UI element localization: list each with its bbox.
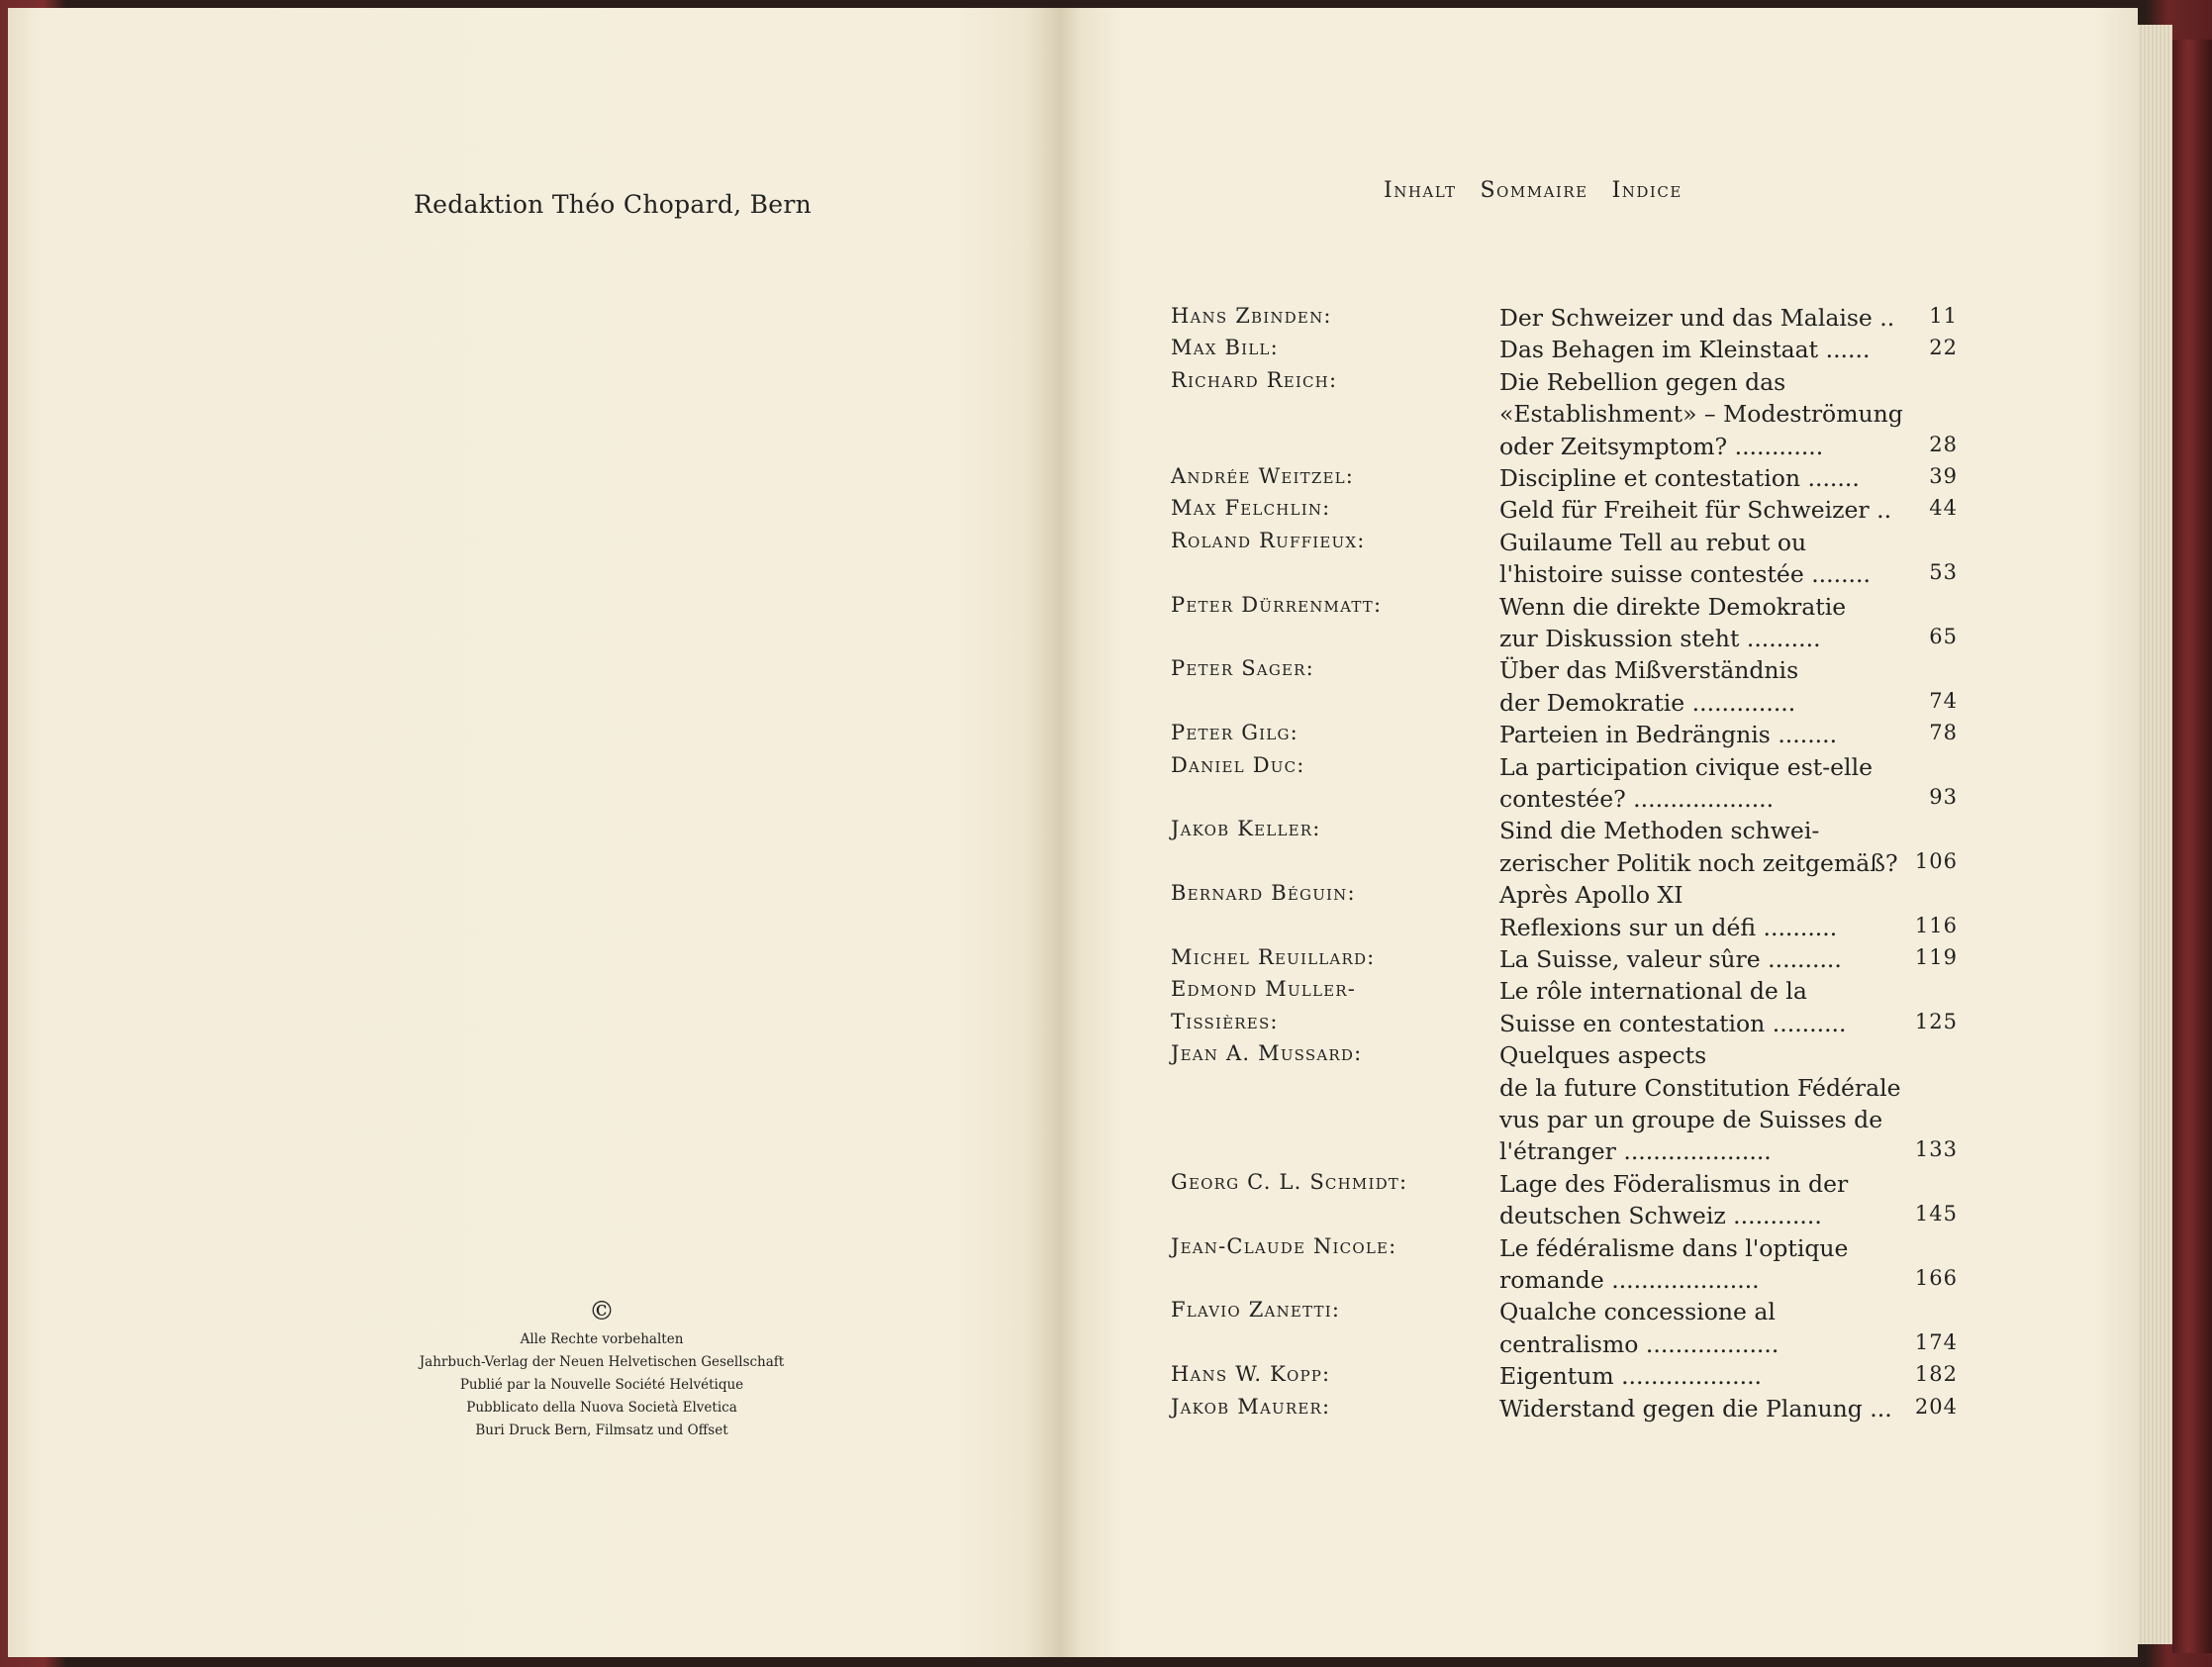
toc-page-number: 119 [1914,945,1958,969]
toc-title: Après Apollo XI [1499,881,1683,910]
toc-author: Max Felchlin: [1171,496,1331,521]
toc-author: Andrée Weitzel: [1171,464,1355,488]
editor-credit: Redaktion Théo Chopard, Bern [414,190,813,219]
toc-author: Peter Gilg: [1171,721,1298,745]
toc-row [1171,368,1963,400]
toc-row [1171,1266,1963,1298]
copyright-icon: © [589,1297,615,1326]
toc-title: Le fédéralisme dans l'optique [1499,1233,1849,1262]
toc-row [1171,1137,1963,1169]
toc-page-number: 145 [1914,1202,1958,1226]
toc-title: Suisse en contestation .......... [1499,1009,1847,1037]
toc-page-number: 39 [1929,464,1958,488]
heading-inhalt: Inhalt [1384,178,1457,203]
toc-row [1171,689,1963,721]
toc-title: romande .................... [1499,1266,1760,1294]
toc-row [1171,817,1963,848]
toc-title: contestée? ................... [1499,785,1775,813]
toc-author: Peter Sager: [1171,656,1314,681]
toc-author: Richard Reich: [1171,367,1338,392]
toc-page-number: 133 [1914,1137,1958,1162]
toc-title: l'étranger .................... [1499,1137,1772,1166]
toc-author: Edmond Muller- [1171,977,1357,1002]
toc-author: Bernard Béguin: [1171,881,1356,906]
toc-title: Le rôle international de la [1499,977,1807,1006]
toc-title: Sind die Methoden schwei- [1499,817,1820,845]
toc-author: Jakob Keller: [1171,817,1321,841]
toc-page-number: 204 [1914,1394,1958,1419]
toc-row [1171,656,1963,688]
toc-row [1171,1395,1963,1426]
toc-page-number: 65 [1929,625,1958,648]
heading-indice: Indice [1611,178,1683,203]
toc-page-number: 44 [1929,496,1958,521]
toc-title: Geld für Freiheit für Schweizer .. [1499,496,1892,525]
toc-author: Roland Ruffieux: [1171,528,1366,552]
toc-row [1171,1362,1963,1394]
toc-row [1171,945,1963,977]
toc-page-number: 93 [1929,785,1958,809]
imprint-line: Buri Druck Bern, Filmsatz und Offset [475,1422,728,1438]
toc-row [1171,593,1963,625]
toc-row [1171,560,1963,592]
toc-row [1171,881,1963,913]
toc-row [1171,1330,1963,1362]
toc-page-number: 74 [1929,688,1958,713]
toc-page-number: 174 [1914,1329,1958,1354]
toc-page-number: 22 [1929,336,1958,360]
toc-title: Reflexions sur un défi .......... [1499,913,1838,941]
heading-sommaire: Sommaire [1480,178,1588,203]
toc-author: Peter Dürrenmatt: [1171,592,1383,617]
page-edges [2138,25,2172,1644]
toc-title: «Establishment» – Modeströmung [1499,400,1903,429]
toc-title: de la future Constitution Fédérale [1499,1073,1901,1102]
toc-row [1171,625,1963,656]
toc-row [1171,1202,1963,1233]
toc-row [1171,433,1963,464]
toc-row [1171,1041,1963,1073]
toc-author: Hans Zbinden: [1171,304,1332,328]
toc-row [1171,1170,1963,1202]
toc-page-number: 182 [1914,1362,1958,1387]
imprint-line: Pubblicato della Nuova Società Elvetica [466,1400,737,1416]
toc-title: Guilaume Tell au rebut ou [1499,528,1807,556]
toc-row [1171,400,1963,432]
toc-title: Quelques aspects [1499,1041,1707,1070]
toc-page-number: 11 [1929,304,1958,328]
imprint-line: Alle Rechte vorbehalten [520,1331,684,1347]
toc-row [1171,849,1963,881]
toc-heading [1384,178,1706,203]
toc-author: Hans W. Kopp: [1171,1362,1331,1387]
toc-title: vus par un groupe de Suisses de [1499,1106,1883,1133]
toc-row [1171,529,1963,560]
toc-author: Tissières: [1171,1009,1279,1033]
imprint-line: Jahrbuch-Verlag der Neuen Helvetischen Gesellschaft [419,1354,785,1370]
cover-spine-right [2172,40,2212,1653]
toc-page-number: 116 [1914,913,1958,937]
toc-row [1171,496,1963,528]
toc-title: zur Diskussion steht .......... [1499,625,1821,652]
toc-title: Das Behagen im Kleinstaat ...... [1499,336,1871,364]
toc-title: Die Rebellion gegen das [1499,367,1786,396]
toc-author: Flavio Zanetti: [1171,1298,1341,1323]
toc-author: Max Bill: [1171,336,1279,360]
toc-author: Georg C. L. Schmidt: [1171,1169,1408,1194]
toc-row [1171,785,1963,817]
toc-author: Daniel Duc: [1171,752,1305,777]
toc-row [1171,914,1963,945]
toc-title: La participation civique est-elle [1499,752,1873,781]
toc-row [1171,1106,1963,1137]
left-page [8,8,1059,1657]
toc-row [1171,753,1963,785]
toc-page-number: 53 [1929,560,1958,585]
toc-row [1171,464,1963,496]
toc-row [1171,721,1963,752]
toc-title: Eigentum ................... [1499,1362,1763,1391]
toc-author: Jean A. Mussard: [1171,1041,1363,1066]
toc-page-number: 125 [1914,1009,1958,1033]
toc-title: Qualche concessione al [1499,1298,1776,1326]
toc-row [1171,1074,1963,1106]
toc-title: Widerstand gegen die Planung ... [1499,1394,1892,1422]
toc-title: der Demokratie .............. [1499,688,1796,717]
toc-page-number: 78 [1929,721,1958,745]
toc-row [1171,977,1963,1009]
toc-title: centralismo .................. [1499,1329,1779,1358]
toc-author: Jean-Claude Nicole: [1171,1233,1397,1258]
toc-row [1171,304,1963,336]
toc-title: deutschen Schweiz ............ [1499,1202,1822,1230]
toc-page-number: 28 [1929,432,1958,456]
toc-title: Parteien in Bedrängnis ........ [1499,721,1838,749]
toc-row [1171,1010,1963,1041]
toc-row [1171,1298,1963,1329]
toc-title: oder Zeitsymptom? ............ [1499,432,1824,460]
toc-title: Der Schweizer und das Malaise .. [1499,304,1895,332]
toc-author: Jakob Maurer: [1171,1394,1331,1419]
toc-page-number: 106 [1914,848,1958,873]
toc-row [1171,1234,1963,1266]
toc-title: zerischer Politik noch zeitgemäß? [1499,848,1898,877]
toc-title: La Suisse, valeur sûre .......... [1499,945,1842,973]
imprint-line: Publié par la Nouvelle Société Helvétique [459,1377,744,1393]
toc-title: Discipline et contestation ....... [1499,464,1860,492]
toc-row [1171,336,1963,367]
toc-title: l'histoire suisse contestée ........ [1499,560,1871,589]
toc-title: Lage des Föderalismus in der [1499,1169,1849,1198]
imprint [305,1295,899,1442]
toc-page-number: 166 [1914,1266,1958,1290]
toc-title: Über das Mißverständnis [1499,656,1799,685]
toc-title: Wenn die direkte Demokratie [1499,592,1847,621]
toc-author: Michel Reuillard: [1171,945,1376,969]
